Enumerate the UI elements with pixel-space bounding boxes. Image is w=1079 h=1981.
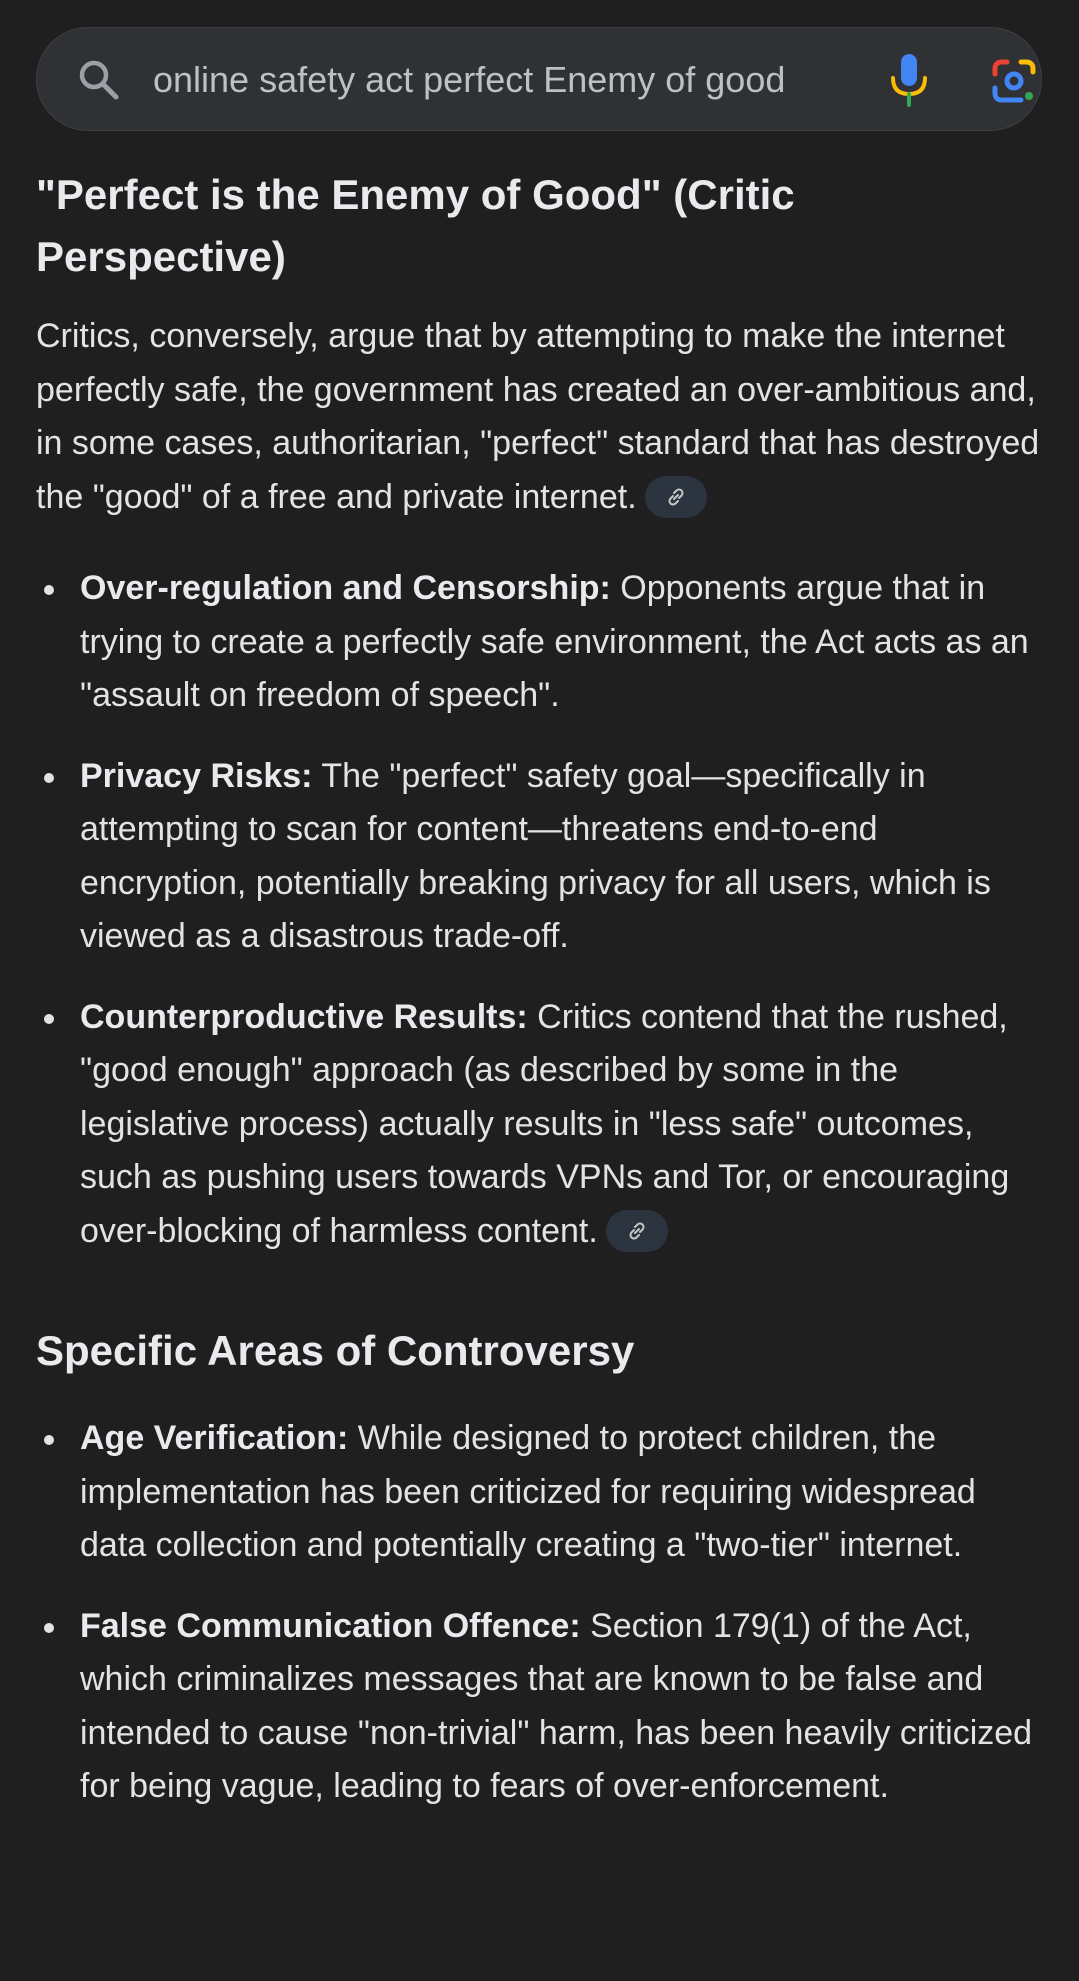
- list-item-text: Section 179(1) of the Act, which criminalizes messages that are known to be false and intended to cause "non-trivial" harm, has been heavily criticized for being vague, leading to fears of over-enforcement.: [80, 1606, 1033, 1805]
- list-item-term: Over-regulation and Censorship:: [80, 569, 611, 607]
- ai-overview-content: [36, 160, 1046, 1841]
- list-item-text: Critics contend that the rushed, "good enough" approach (as described by some in the legislative process) actually results in "less safe" outcomes, such as pushing users towards VPNs and Tor, or encouraging over-blocking of harmless content.: [80, 997, 1010, 1250]
- list-item: [36, 991, 1046, 1259]
- section-heading-critic-perspective: "Perfect is the Enemy of Good" (Critic Perspective): [36, 171, 795, 280]
- source-link-button[interactable]: [606, 1210, 668, 1252]
- list-item-term: Privacy Risks:: [80, 756, 313, 795]
- list-item: [36, 1600, 1046, 1814]
- list-item: [36, 1412, 1046, 1573]
- list-item: [36, 562, 1046, 723]
- link-icon: [664, 485, 688, 509]
- link-icon: [625, 1219, 649, 1243]
- list-item-text: The "perfect" safety goal—specifically in attempting to scan for content—threatens end-to-end encryption, potentially breaking privacy for all users, which is viewed as a disastrous trade-off.: [80, 756, 991, 955]
- section-heading-controversy: Specific Areas of Controversy: [36, 1327, 635, 1374]
- critic-points-list: [36, 562, 1046, 1258]
- list-item: [36, 750, 1046, 964]
- list-item-term: False Communication Offence:: [80, 1606, 581, 1645]
- intro-paragraph: [36, 310, 1046, 524]
- controversy-list: [36, 1412, 1046, 1814]
- list-item-term: Age Verification:: [80, 1419, 349, 1457]
- search-input[interactable]: online safety act perfect Enemy of good: [153, 59, 786, 100]
- list-item-term: Counterproductive Results:: [80, 997, 528, 1036]
- source-link-button[interactable]: [645, 476, 707, 518]
- list-item-text: Opponents argue that in trying to create a perfectly safe environment, the Act acts as an "assault on freedom of speech".: [80, 569, 1029, 714]
- list-item-text: While designed to protect children, the implementation has been criticized for requiring widespread data collection and potentially creating a "two-tier" internet.: [80, 1419, 976, 1564]
- search-icon: [77, 58, 121, 102]
- google-lens-icon[interactable]: [991, 58, 1037, 104]
- intro-text: Critics, conversely, argue that by attempting to make the internet perfectly safe, the government has created an over-ambitious and, in some cases, authoritarian, "perfect" standard that has destroyed the "good" of a free and private internet.: [36, 317, 1040, 516]
- search-bar[interactable]: [36, 27, 1042, 131]
- microphone-icon[interactable]: [889, 52, 929, 108]
